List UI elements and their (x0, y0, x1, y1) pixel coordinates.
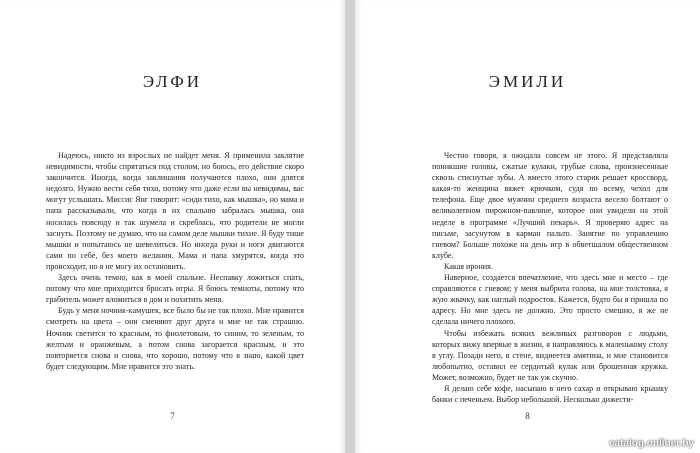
book-gutter (345, 0, 355, 453)
paragraph: Чтобы избежать всяких вежливых разговоров с людьми, которых вижу впервые в жизни, я направляюсь к маленькому столу в углу. Позади него, в стене, видиеется амятина, и мне становится любопытно, оставил ее сердитый кулак или брошенная кружка. Может, возможно, будет не так уж скучно. (432, 328, 668, 382)
paragraph: Я делаю себе кофе, насыпаю в него сахар и открываю крышку банки с печеньем. Выбор небольшой. Несколько дижести- (432, 383, 668, 405)
chapter-title-elfi: ЭЛФИ (142, 72, 203, 91)
paragraph: Будь у меня ночник-камушек, все было бы не так плохо. Мне нравится смотреть на цвета – они сменяют друг друга и мне не так страшно. Ночник светится то красным, то фиолетовым, то синим, то зеленым, то желтым и оранжевым, а потом снова загорается красным, и это повторяется снова и снова, что хорошо, потому что я знаю, какой цвет будет следующим. Мне нравится это знать. (46, 306, 304, 371)
paragraph: Наверное, создается впечатление, что здесь мне и место – где справляются с гневом; у меня выбрита голова, на мне толстовка, я жую жвачку, как наглый подросток. Кажется, будто бы я пришла по адресу. Но мне здесь не должно. Это просто смешно, я же не сделала ничего плохого. (432, 273, 668, 327)
paragraph: Честно говоря, я ожидала совсем не этого. Я представляла поникшие головы, сжатые кулаки, грубые слова, произнесенные сквозь стиснутые зубы. А вместо этого старик решает кроссворд, какая-то женщина вяжет крючком, судя по всему, чехол для телефона. Еще двое мужчин среднего возраста весело болтают о великолепном пирожном-павлине, которое они увидели на этой неделе в программе «Лучший пекарь». Я проверяю адрес на письме, засунутом в карман пальто. Занятие по управлению гневом? Больше похоже на день игр в обветшалом общественном клубе. (432, 151, 668, 260)
paragraph: Надеюсь, никто из взрослых не найдет меня. Я применила заклятие невидимости, чтобы спрятаться под столом, но боюсь, его действие скоро закончится. Иногда, когда заклинания получаются плохо, они длятся недолго. Нужно вести себя тихо, потому что даже если вы невидимы, вас могут услышать. Миссис Янг говорит: «сиди тихо, как мышка», но мама и папа рассказывали, что когда в их спальню забралась мышка, она носилась повсюду и так шумела и скреблась, что родители не могли заснуть. Поэтому не думаю, что на самом деле мышки тихие. Я буду тише мышки и попытаюсь не шевелиться. Но иногда руки и ноги двигаются сами по себе, без моего желания. Мама и папа хмурятся, когда это происходит, но я не могу их остановить. (46, 151, 304, 271)
left-page (0, 0, 345, 453)
right-page (355, 0, 700, 453)
paragraph: Какая ирония. (444, 261, 493, 271)
chapter-title-emili: ЭМИЛИ (488, 72, 567, 91)
page-number-left: 7 (170, 411, 175, 421)
left-page-text (46, 150, 304, 372)
right-page-text (432, 150, 668, 405)
paragraph: Здесь очень темно, как в моей спальне. Неспавку ложиться спать, потому что мне приходится бросать игры. Я боюсь темноты, потому что грабитель может вломиться в дом и похитить меня. (46, 273, 304, 305)
page-number-right: 8 (525, 411, 530, 421)
watermark: catalog.onliner.by (608, 438, 694, 449)
